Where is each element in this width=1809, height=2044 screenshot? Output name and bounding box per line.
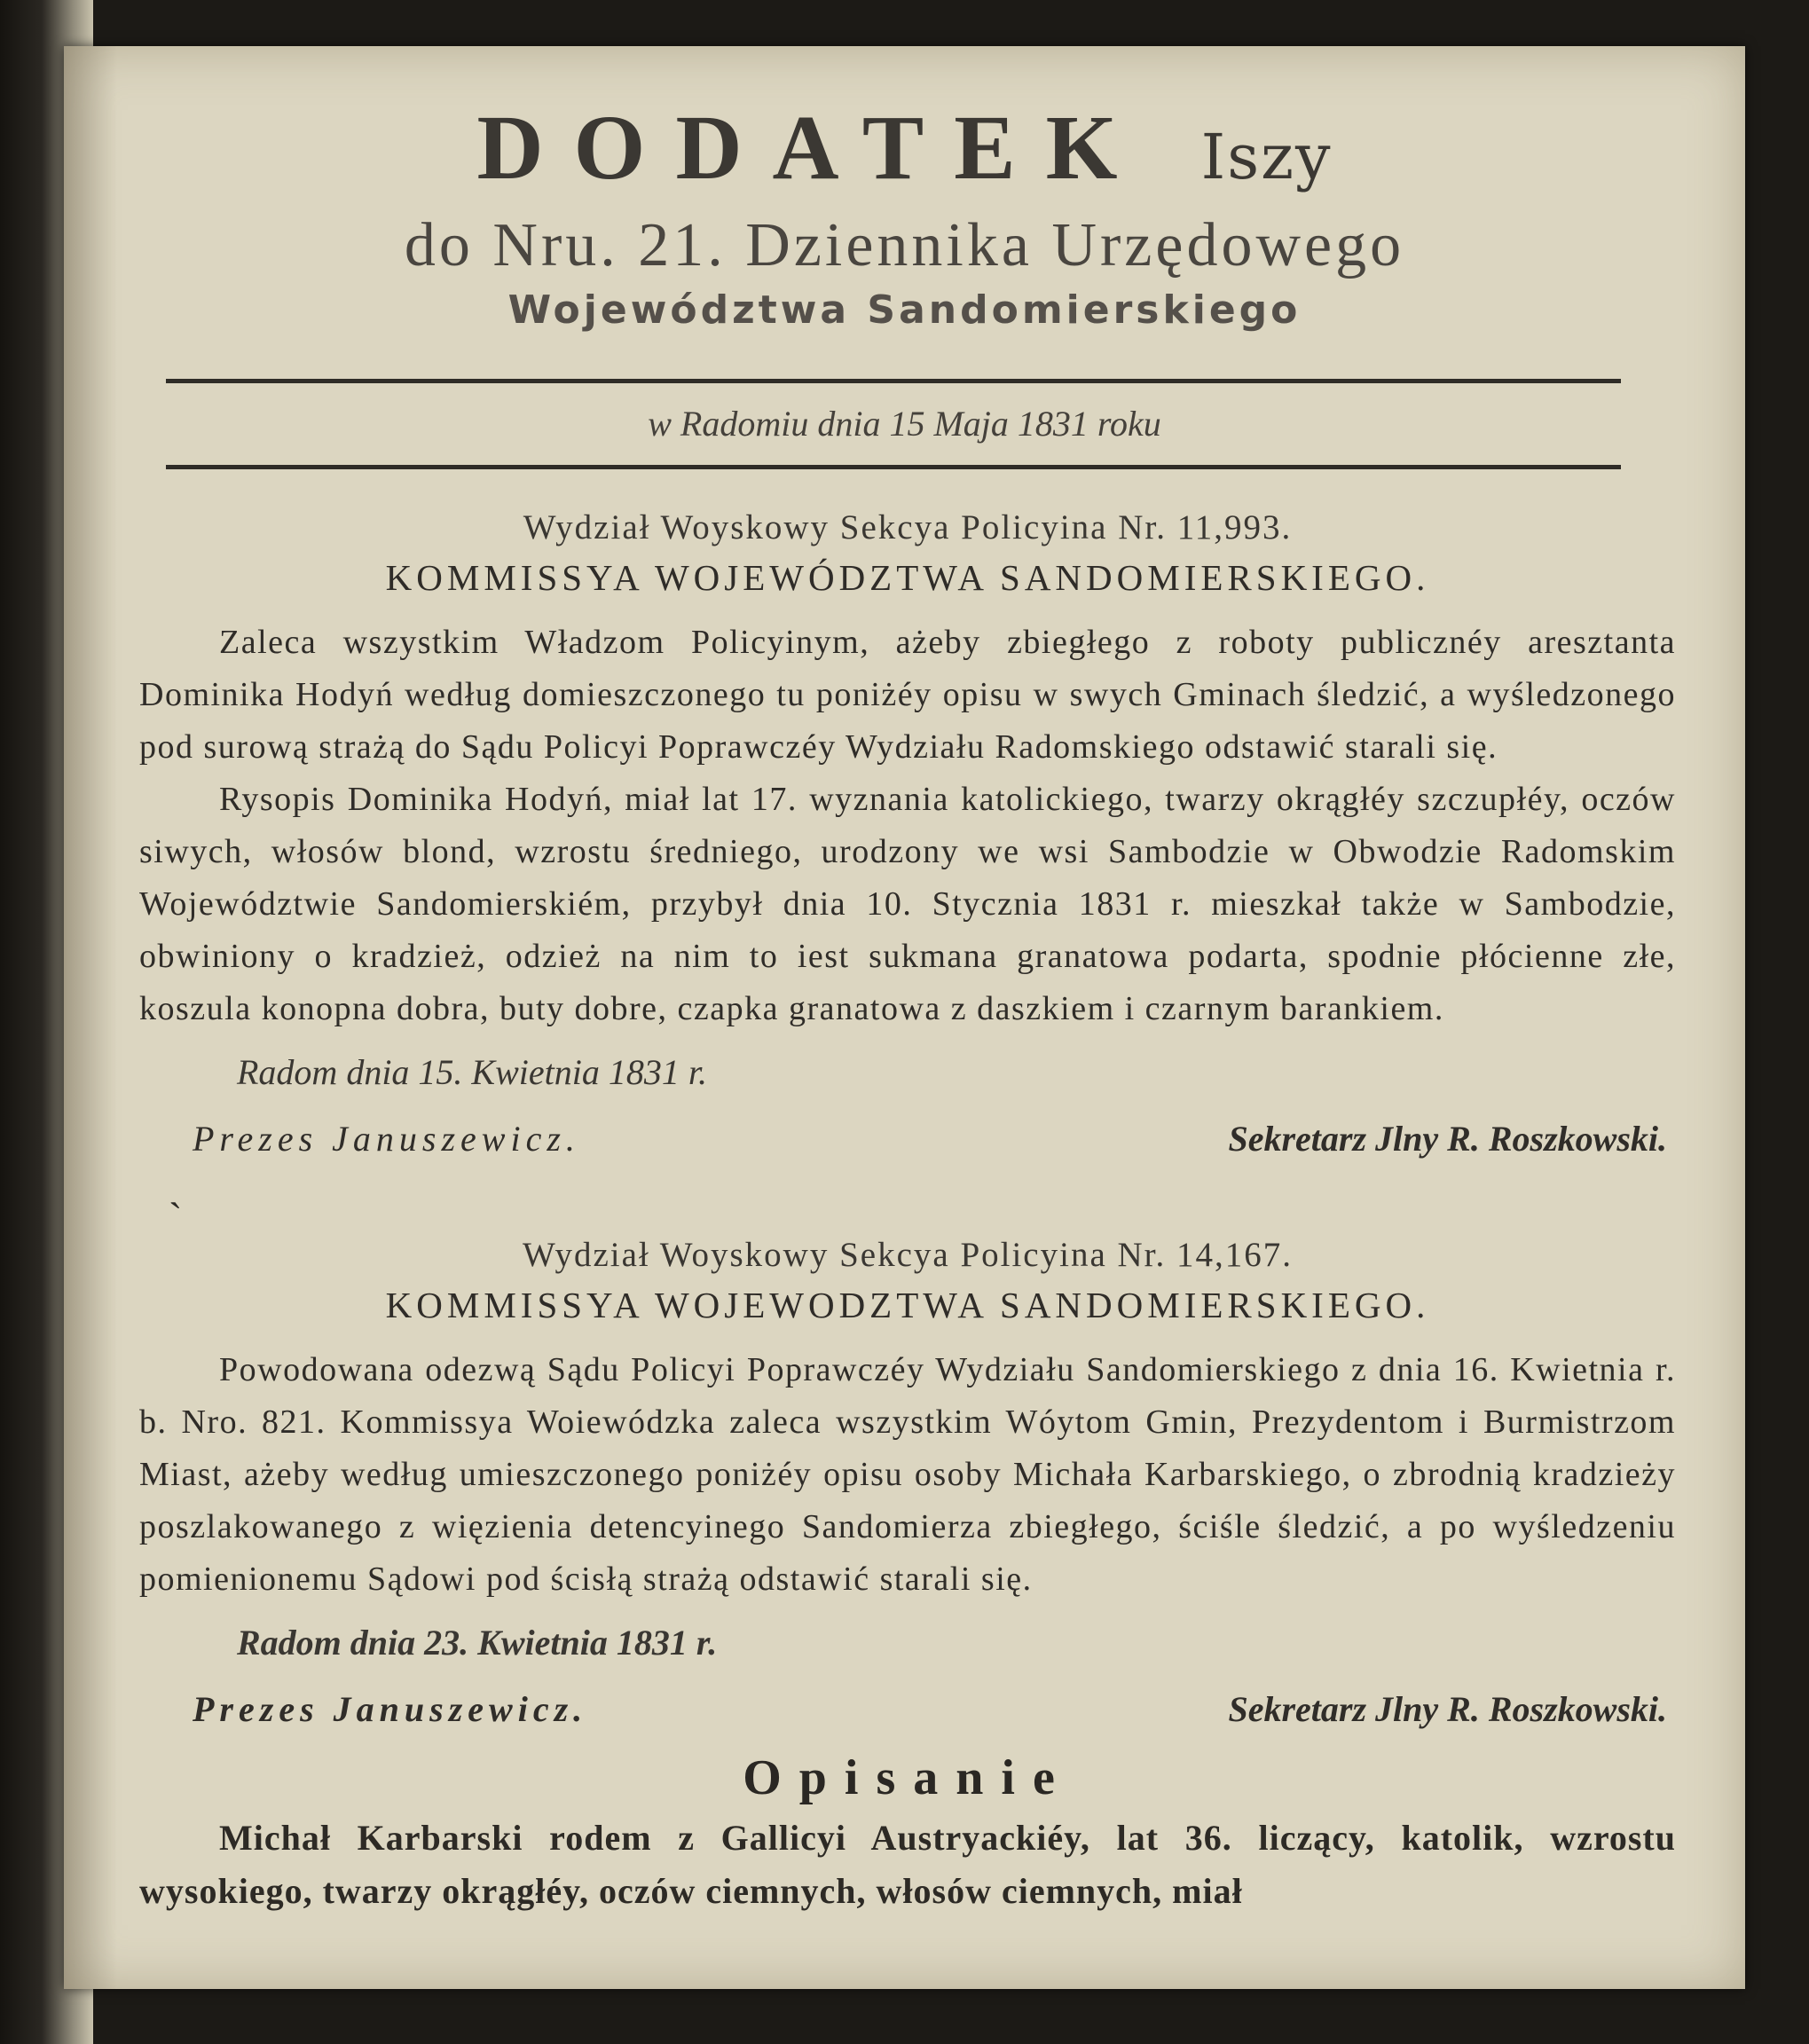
notice-1-signatures: [139, 1118, 1676, 1160]
masthead-title-main: DODATEK: [476, 97, 1148, 199]
description-title: Opisanie: [743, 1750, 1073, 1805]
description-body: [139, 1812, 1676, 1918]
notice-1: [139, 507, 1676, 1160]
notice-2-date: Radom dnia 23. Kwietnia 1831 r.: [237, 1623, 718, 1663]
notice-1-body: [139, 617, 1676, 1035]
header-rule-top: [166, 379, 1621, 383]
notice-2-body: [139, 1344, 1676, 1606]
notice-1-paragraph-1: Zaleca wszystkim Władzom Policyinym, ażeby zbiegłego z roboty publicznéy aresztanta Dominika Hodyń według domieszczonego tu poniżéy opisu w swych Gminach śledzić, a wyśledzonego pod surową strażą do Sądu Policyi Poprawczéy Wydziału Radomskiego odstawić starali się.: [139, 624, 1676, 766]
notice-2-paragraph-1: Powodowana odezwą Sądu Policyi Poprawczéy Wydziału Sandomierskiego z dnia 16. Kwietnia r. b. Nro. 821. Kommissya Woiewódzka zaleca wszystkim Wóytom Gmin, Prezydentom i Burmistrzom Miast, ażeby według umieszczonego poniżéy opisu osoby Michała Karbarskiego, o zbrodnią kradzieży poszlakowanego z więzienia detencyinego Sandomierza zbiegłego, ściśle śledzić, a po wyśledzeniu pomienionemu Sądowi pod ścisłą strażą odstawić starali się.: [139, 1351, 1676, 1598]
masthead-title-suffix: Iszy: [1200, 121, 1333, 193]
masthead-title: [64, 95, 1745, 200]
notice-2-secretary: Sekretarz Jlny R. Roszkowski.: [1228, 1689, 1667, 1729]
notice-2-department: Wydział Woyskowy Sekcya Policyina Nr. 14,167.: [522, 1236, 1294, 1274]
description-text: Michał Karbarski rodem z Gallicyi Austryackiéy, lat 36. liczący, katolik, wzrostu wysokiego, twarzy okrągłéy, oczów ciemnych, włosów ciemnych, miał: [139, 1818, 1676, 1911]
notice-1-president: Prezes Januszewicz.: [193, 1119, 580, 1159]
notice-1-secretary: Sekretarz Jlny R. Roszkowski.: [1228, 1119, 1667, 1159]
notice-1-date: Radom dnia 15. Kwietnia 1831 r.: [237, 1052, 708, 1092]
notice-1-commission: KOMMISSYA WOJEWÓDZTWA SANDOMIERSKIEGO.: [385, 557, 1430, 598]
margin-mark: ˏ: [169, 1163, 183, 1208]
notice-2-commission: KOMMISSYA WOJEWODZTWA SANDOMIERSKIEGO.: [385, 1285, 1430, 1325]
header-dateline: w Radomiu dnia 15 Maja 1831 roku: [648, 404, 1161, 444]
notice-2: [139, 1235, 1676, 1918]
notice-2-president: Prezes Januszewicz.: [193, 1689, 588, 1729]
notice-1-paragraph-2: Rysopis Dominika Hodyń, miał lat 17. wyznania katolickiego, twarzy okrągłéy szczupłéy, oczów siwych, włosów blond, wzrostu średniego, urodzony we wsi Sambodzie w Obwodzie Radomskim Województwie Sandomierskiém, przybył dnia 10. Stycznia 1831 r. mieszkał także w Sambodzie, obwiniony o kradzież, odzież na nim to iest sukmana granatowa podarta, spodnie płócienne złe, koszula konopna dobra, buty dobre, czapka granatowa z daszkiem i czarnym barankiem.: [139, 781, 1676, 1027]
notice-1-department: Wydział Woyskowy Sekcya Policyina Nr. 11,993.: [523, 508, 1293, 546]
notice-2-signatures: [139, 1688, 1676, 1730]
masthead-region: Województwa Sandomierskiego: [507, 287, 1302, 333]
header-rule-bottom: [166, 465, 1621, 469]
masthead-subtitle: do Nru. 21. Dziennika Urzędowego: [404, 211, 1405, 279]
document-page: [64, 46, 1745, 1989]
